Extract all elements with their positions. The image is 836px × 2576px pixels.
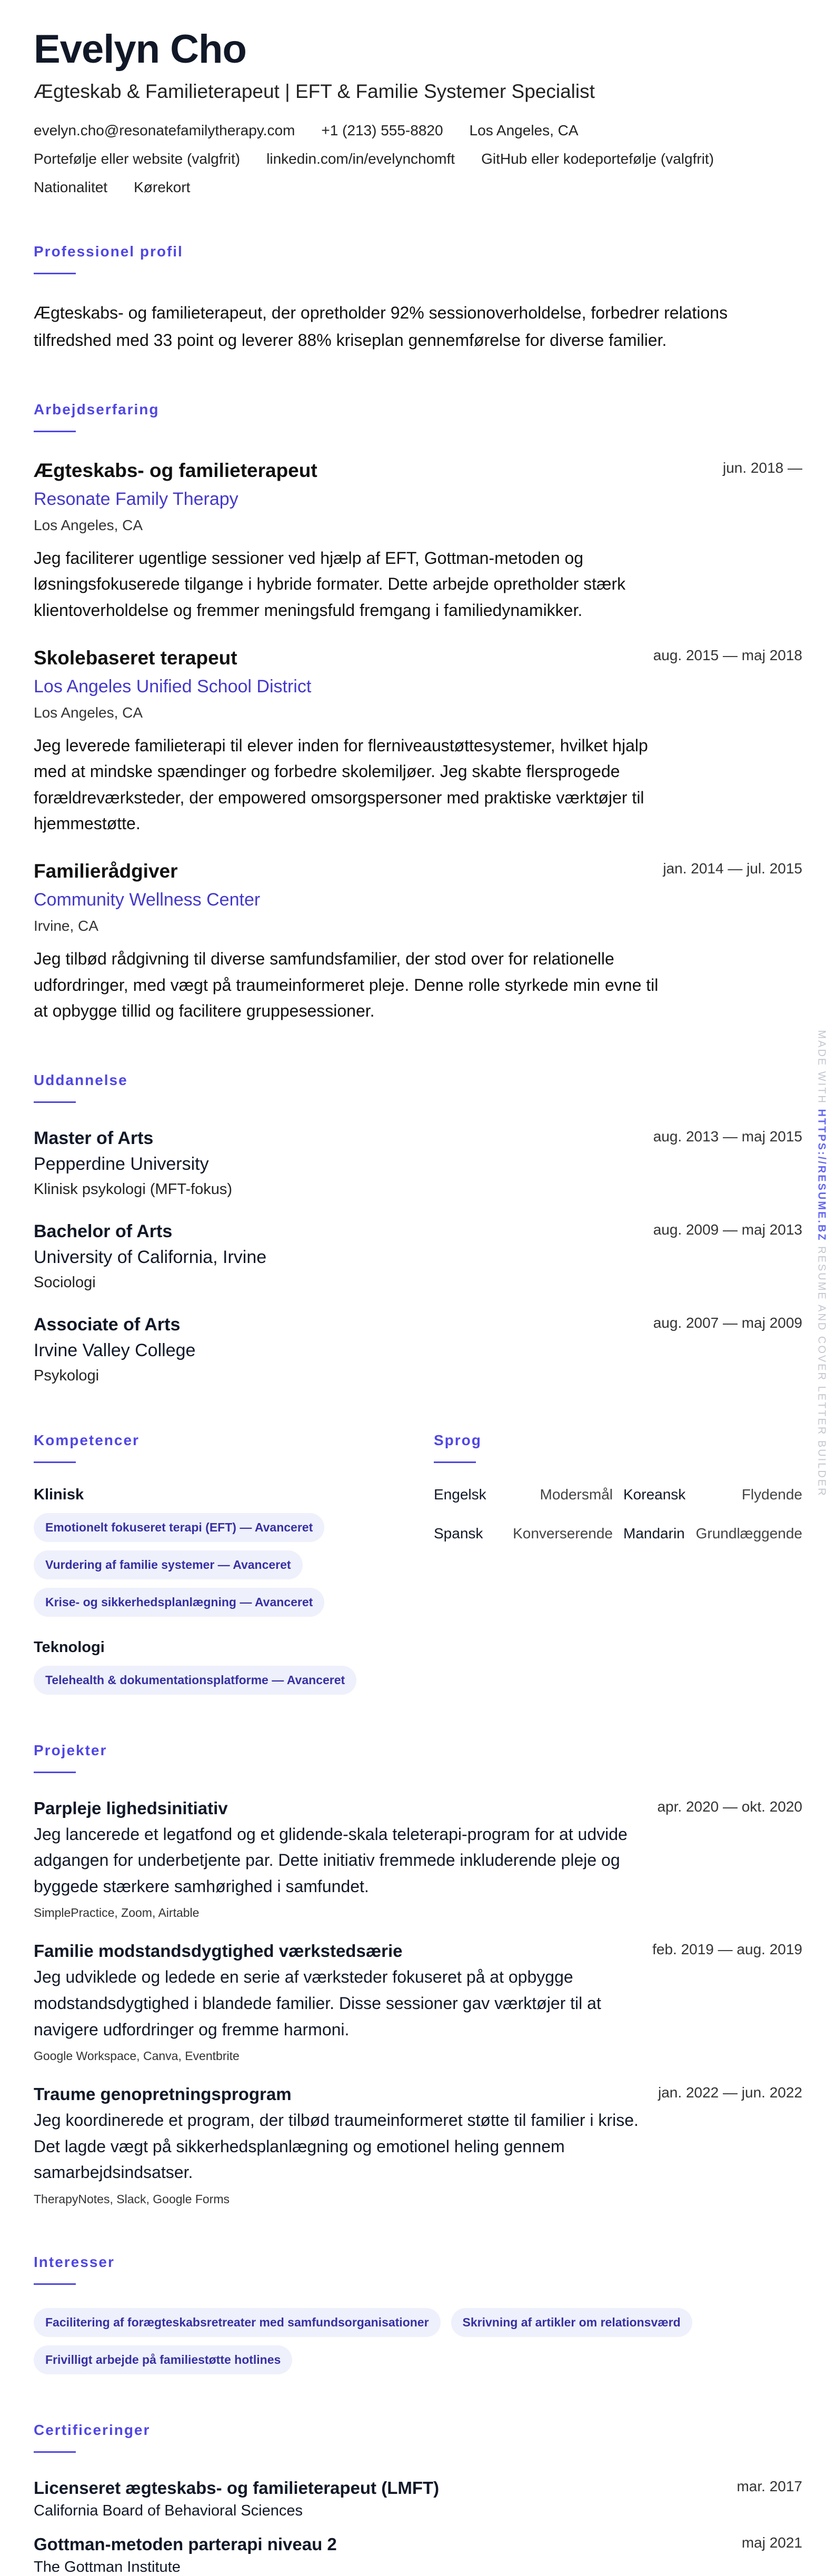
contact-nationality: Nationalitet [34,179,108,196]
education-entry [34,1315,802,1385]
language-item [623,1486,802,1503]
section-rule [34,273,76,274]
projects-section [34,1742,802,2206]
contact-license: Kørekort [134,179,191,196]
section-rule [34,2451,76,2453]
job-title: Skolebaseret terapeut [34,647,237,669]
section-rule [34,1461,76,1463]
contact-portfolio[interactable]: Portefølje eller website (valgfrit) [34,151,241,167]
school: Irvine Valley College [34,1340,196,1360]
section-title: Certificeringer [34,2422,151,2439]
project-entry [34,2084,802,2206]
language-item [434,1525,613,1542]
entry-dates: aug. 2015 — maj 2018 [653,647,802,663]
school: University of California, Irvine [34,1247,267,1267]
candidate-headline: Ægteskab & Familieterapeut | EFT & Familie Systemer Specialist [34,81,595,102]
job-location: Los Angeles, CA [34,704,143,721]
entry-dates: maj 2021 [741,2534,802,2551]
skills-languages-section [34,1432,802,1695]
section-title: Projekter [34,1742,107,1758]
watermark-suffix: RESUME AND COVER LETTER BUILDER [815,1246,828,1497]
language-level: Flydende [741,1486,802,1503]
interest-chips [34,2308,802,2374]
education-section [34,1072,802,1385]
section-rule [34,1772,76,1773]
language-name: Spansk [434,1525,483,1541]
job-location: Los Angeles, CA [34,516,143,533]
degree: Master of Arts [34,1128,154,1148]
employer: Community Wellness Center [34,889,261,910]
entry-dates: apr. 2020 — okt. 2020 [657,1798,802,1815]
employer: Resonate Family Therapy [34,489,238,509]
certification-name: Gottman-metoden parterapi niveau 2 [34,2534,337,2554]
contact-linkedin[interactable]: linkedin.com/in/evelynchomft [266,151,455,167]
certification-entry [34,2534,802,2576]
education-entry [34,1128,802,1198]
project-entry [34,1941,802,2063]
language-name: Mandarin [623,1525,685,1541]
project-name: Traume genopretningsprogram [34,2084,292,2104]
certification-entry [34,2478,802,2520]
skill-chip: Emotionelt fokuseret terapi (EFT) — Avanceret [34,1513,324,1542]
language-name: Koreansk [623,1486,686,1503]
interest-chip: Skrivning af artikler om relationsværd [451,2308,692,2337]
project-entry [34,1798,802,1921]
section-title: Sprog [434,1431,482,1448]
experience-entry [34,860,802,1025]
interests-section [34,2254,802,2374]
project-description: Jeg koordinerede et program, der tilbød traumeinformeret støtte til familier i krise. Det lagde vægt på sikkerhedsplanlægning og emotionel heling gennem samarbejdsindsatser. [34,2111,639,2182]
certification-issuer: The Gottman Institute [34,2559,181,2576]
project-tools: Google Workspace, Canva, Eventbrite [34,2049,240,2063]
certifications-section [34,2422,802,2576]
contact-email[interactable]: evelyn.cho@resonatefamilytherapy.com [34,122,295,139]
contact-info [34,122,802,139]
section-title: Arbejdserfaring [34,401,160,417]
entry-dates: aug. 2007 — maj 2009 [653,1314,802,1331]
entry-dates: mar. 2017 [737,2478,802,2495]
watermark-link[interactable]: HTTPS://RESUME.BZ [815,1109,828,1242]
job-title: Familierådgiver [34,860,178,882]
project-description: Jeg lancerede et legatfond og et glidende-skala teleterapi-program for at udvide adgangen for underbetjente par. Dette initiativ fremmede inkluderende pleje og byggede stærkere samhørighed i samfundet. [34,1824,628,1896]
school: Pepperdine University [34,1153,209,1174]
skill-group-title: Klinisk [34,1486,84,1503]
field-of-study: Klinisk psykologi (MFT-fokus) [34,1180,233,1198]
skill-group-title: Teknologi [34,1638,105,1656]
job-location: Irvine, CA [34,917,98,934]
experience-entry [34,647,802,837]
interest-chip: Frivilligt arbejde på familiestøtte hotlines [34,2345,292,2374]
skill-chip: Krise- og sikkerhedsplanlægning — Avanceret [34,1588,324,1617]
contact-phone[interactable]: +1 (213) 555-8820 [321,122,443,139]
section-rule [34,1101,76,1103]
skill-chip: Vurdering af familie systemer — Avanceret [34,1550,303,1579]
entry-dates: jan. 2022 — jun. 2022 [658,2084,802,2101]
project-description: Jeg udviklede og ledede en serie af værksteder fokuseret på at opbygge modstandsdygtighed i blandede familier. Disse sessioner gav værktøjer til at navigere udfordringer og fremme harmoni. [34,1967,601,2039]
section-title: Interesser [34,2254,115,2271]
field-of-study: Psykologi [34,1367,99,1384]
entry-dates: aug. 2009 — maj 2013 [653,1221,802,1238]
language-name: Engelsk [434,1486,486,1503]
entry-dates: jun. 2018 — [723,459,802,476]
profile-section [34,243,802,353]
skill-chips [34,1666,434,1695]
field-of-study: Sociologi [34,1274,96,1291]
degree: Associate of Arts [34,1314,181,1335]
project-tools: TherapyNotes, Slack, Google Forms [34,2192,230,2206]
section-rule [34,431,76,432]
skill-chips [34,1513,434,1617]
section-rule [434,1461,476,1463]
contact-github[interactable]: GitHub eller kodeportefølje (valgfrit) [481,151,714,167]
profile-summary: Ægteskabs- og familieterapeut, der opretholder 92% sessionoverholdelse, forbedrer relations tilfredshed med 33 point og leverer 88% kriseplan gennemførelse for diverse familier. [34,303,728,350]
language-level: Konverserende [513,1525,613,1541]
degree: Bachelor of Arts [34,1221,173,1241]
education-entry [34,1221,802,1291]
contact-extra [34,179,802,196]
candidate-name: Evelyn Cho [34,27,246,72]
language-level: Modersmål [540,1486,613,1503]
language-item [623,1525,802,1542]
project-name: Familie modstandsdygtighed værkstedsærie [34,1941,403,1961]
section-rule [34,2283,76,2285]
job-description: Jeg faciliterer ugentlige sessioner ved hjælp af EFT, Gottman-metoden og løsningsfokuserede tilgange i hybride formater. Dette arbejde opretholder stærk klientoverholdelse og fremmer meningsfuld fremgang i familiedynamikker. [34,548,626,620]
language-level: Grundlæggende [695,1525,802,1541]
language-item [434,1486,613,1503]
resume-builder-watermark [815,1030,828,1497]
job-description: Jeg leverede familieterapi til elever inden for flerniveaustøttesystemer, hvilket hjalp med at mindske spændinger og forbedre skolemiljøer. Jeg skabte flersprogede forældreværksteder, der empowered omsorgspersoner med praktiske værktøjer til hjemmestøtte. [34,735,648,833]
interest-chip: Facilitering af forægteskabsretreater med samfundsorganisationer [34,2308,441,2337]
job-description: Jeg tilbød rådgivning til diverse samfundsfamilier, der stod over for relationelle udfordringer, med vægt på traumeinformeret pleje. Denne rolle styrkede min evne til at opbygge tillid og facilitere gruppesessioner. [34,949,659,1021]
entry-dates: aug. 2013 — maj 2015 [653,1128,802,1145]
contact-location: Los Angeles, CA [469,122,579,139]
experience-section [34,401,802,1025]
language-list [434,1486,802,1542]
watermark-prefix: MADE WITH [815,1030,828,1105]
experience-entry [34,460,802,624]
section-title: Uddannelse [34,1071,128,1088]
certification-name: Licenseret ægteskabs- og familieterapeut (LMFT) [34,2478,440,2498]
section-title: Kompetencer [34,1431,140,1448]
contact-links [34,151,802,167]
employer: Los Angeles Unified School District [34,676,312,697]
entry-dates: jan. 2014 — jul. 2015 [663,860,802,877]
certification-issuer: California Board of Behavioral Sciences [34,2502,303,2520]
entry-dates: feb. 2019 — aug. 2019 [652,1941,802,1958]
skills-column [34,1432,434,1695]
section-title: Professionel profil [34,243,183,260]
project-tools: SimplePractice, Zoom, Airtable [34,1906,200,1920]
project-name: Parpleje lighedsinitiativ [34,1798,228,1818]
skill-chip: Telehealth & dokumentationsplatforme — Avanceret [34,1666,356,1695]
job-title: Ægteskabs- og familieterapeut [34,459,317,481]
languages-column [434,1432,802,1695]
